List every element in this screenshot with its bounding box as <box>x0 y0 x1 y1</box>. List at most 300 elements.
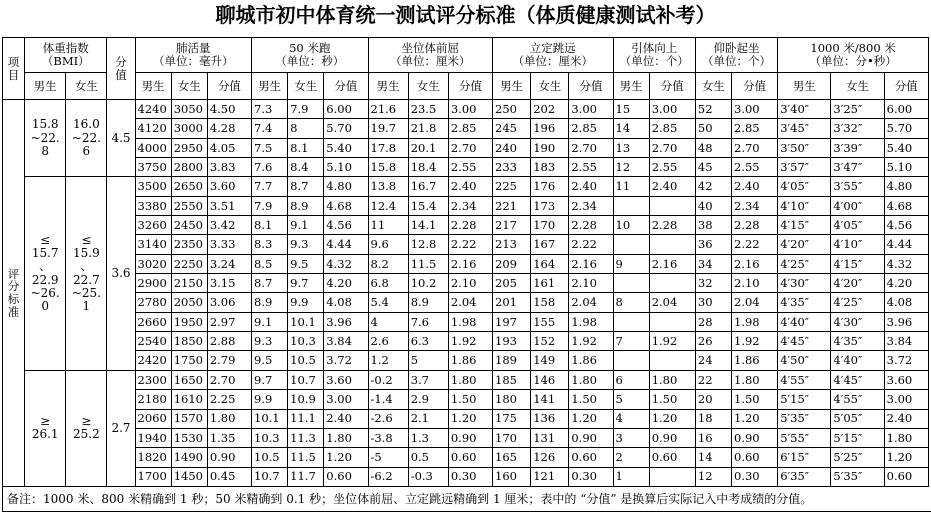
jump-female-header: 女生 <box>531 73 569 100</box>
table-row <box>3 351 929 370</box>
run50-male-cell: 7.3 <box>252 100 288 119</box>
vital-female-cell: 1750 <box>171 351 207 370</box>
situp-score-cell: 0.90 <box>732 428 778 447</box>
jump-score-cell: 1.20 <box>569 409 613 428</box>
sitreach-male-cell: -2.6 <box>368 409 408 428</box>
run800-female-cell: 4′05″ <box>831 216 884 235</box>
run-score-cell: 1.80 <box>884 428 928 447</box>
pullup-male-cell: 2 <box>613 448 649 467</box>
situp-female-cell: 52 <box>695 100 731 119</box>
situp-female-cell: 24 <box>695 351 731 370</box>
run-score-cell: 5.70 <box>884 119 928 138</box>
situp-female-cell: 22 <box>695 370 731 389</box>
run-score-cell: 3.96 <box>884 312 928 331</box>
jump-male-cell: 165 <box>493 448 531 467</box>
jump-male-cell: 189 <box>493 351 531 370</box>
run-score-cell: 3.60 <box>884 370 928 389</box>
jump-male-cell: 209 <box>493 254 531 273</box>
sitreach-score-cell: 2.28 <box>448 216 492 235</box>
pullup-male-cell: 7 <box>613 332 649 351</box>
jump-score-cell: 1.80 <box>569 370 613 389</box>
jump-score-cell: 1.50 <box>569 390 613 409</box>
run50-male-cell: 7.7 <box>252 177 288 196</box>
run800-female-cell: 3′39″ <box>831 138 884 157</box>
sitreach-score-cell: 1.80 <box>448 370 492 389</box>
pullup-male-cell: 10 <box>613 216 649 235</box>
run50-female-cell: 11.1 <box>288 409 324 428</box>
run50-female-cell: 11.7 <box>288 467 324 486</box>
sitreach-male-cell: -6.2 <box>368 467 408 486</box>
run50-score-cell: 0.60 <box>324 467 368 486</box>
run50-male-cell: 10.7 <box>252 467 288 486</box>
run50-female-cell: 11.3 <box>288 428 324 447</box>
vital-score-cell: 3.24 <box>207 254 251 273</box>
run800-female-cell: 4′35″ <box>831 332 884 351</box>
pullup-male-cell: 4 <box>613 409 649 428</box>
situp-female-cell: 20 <box>695 390 731 409</box>
run50-male-cell: 8.5 <box>252 254 288 273</box>
run-score-cell: 4.20 <box>884 274 928 293</box>
situp-female-cell: 26 <box>695 332 731 351</box>
vital-male-cell: 2060 <box>135 409 171 428</box>
run-score-cell: 1.20 <box>884 448 928 467</box>
sitreach-score-cell: 1.98 <box>448 312 492 331</box>
sitreach-female-cell: 20.1 <box>408 138 448 157</box>
pullup-male-cell: 11 <box>613 177 649 196</box>
bmi-female-range: ≤ 15.9 、 22.7 ~25. 1 <box>66 177 107 370</box>
sitreach-female-cell: 3.7 <box>408 370 448 389</box>
vital-score-cell: 0.45 <box>207 467 251 486</box>
run50-score-cell: 1.20 <box>324 448 368 467</box>
vital-female-cell: 2450 <box>171 216 207 235</box>
sitreach-female-cell: 7.6 <box>408 312 448 331</box>
situp-score-cell: 2.22 <box>732 235 778 254</box>
run1000-male-header: 男生 <box>778 73 831 100</box>
run50-female-cell: 10.7 <box>288 370 324 389</box>
jump-score-cell: 2.22 <box>569 235 613 254</box>
pullup-score-cell: 1.20 <box>649 409 695 428</box>
table-row <box>3 332 929 351</box>
vital-male-cell: 2180 <box>135 390 171 409</box>
situp-female-cell: 40 <box>695 196 731 215</box>
run50-female-cell: 8.7 <box>288 177 324 196</box>
jump-score-cell: 1.92 <box>569 332 613 351</box>
vital-female-cell: 2800 <box>171 158 207 177</box>
run1000-male-cell: 4′50″ <box>778 351 831 370</box>
sitreach-score-cell: 2.16 <box>448 254 492 273</box>
vital-male-cell: 2540 <box>135 332 171 351</box>
situp-score-cell: 2.40 <box>732 177 778 196</box>
run1000-male-cell: 5′35″ <box>778 409 831 428</box>
jump-female-cell: 136 <box>531 409 569 428</box>
vital-female-cell: 2250 <box>171 254 207 273</box>
run50-female-cell: 9.7 <box>288 274 324 293</box>
pullup-male-cell: 1 <box>613 467 649 486</box>
sitreach-male-cell: 6.8 <box>368 274 408 293</box>
run800-female-cell: 5′05″ <box>831 409 884 428</box>
vital-score-cell: 2.70 <box>207 370 251 389</box>
vital-male-cell: 2780 <box>135 293 171 312</box>
run50-female-cell: 9.5 <box>288 254 324 273</box>
jump-score-cell: 2.16 <box>569 254 613 273</box>
jump-score-cell: 0.60 <box>569 448 613 467</box>
vital-score-cell: 3.42 <box>207 216 251 235</box>
vital-female-cell: 1570 <box>171 409 207 428</box>
sitreach-male-cell: 2.6 <box>368 332 408 351</box>
run50-score-cell: 4.68 <box>324 196 368 215</box>
jump-female-cell: 121 <box>531 467 569 486</box>
situp-female-cell: 45 <box>695 158 731 177</box>
sitreach-score-cell: 1.50 <box>448 390 492 409</box>
run50-female-cell: 8.4 <box>288 158 324 177</box>
situp-score-cell: 2.34 <box>732 196 778 215</box>
run50-score-cell: 6.00 <box>324 100 368 119</box>
jump-male-cell: 240 <box>493 138 531 157</box>
situp-score-cell: 2.85 <box>732 119 778 138</box>
sitreach-score-cell: 2.85 <box>448 119 492 138</box>
run50-female-cell: 9.3 <box>288 235 324 254</box>
jump-female-cell: 190 <box>531 138 569 157</box>
run50-score-cell: 3.72 <box>324 351 368 370</box>
situp-score-cell: 3.00 <box>732 100 778 119</box>
sitreach-male-cell: 17.8 <box>368 138 408 157</box>
table-row <box>3 409 929 428</box>
bmi-male-range: ≥ 26.1 <box>25 370 66 486</box>
run-score-cell: 3.00 <box>884 390 928 409</box>
vital-score-cell: 3.33 <box>207 235 251 254</box>
sitreach-female-cell: 0.5 <box>408 448 448 467</box>
vital-male-cell: 1700 <box>135 467 171 486</box>
vital-male-cell: 3750 <box>135 158 171 177</box>
run50-male-cell: 10.1 <box>252 409 288 428</box>
pullup-score-cell: 0.60 <box>649 448 695 467</box>
sitreach-male-cell: 19.7 <box>368 119 408 138</box>
run50-score-cell: 4.44 <box>324 235 368 254</box>
run1000-male-cell: 6′35″ <box>778 467 831 486</box>
run-score-cell: 3.72 <box>884 351 928 370</box>
sitreach-male-header: 男生 <box>368 73 408 100</box>
situp-female-cell: 14 <box>695 448 731 467</box>
situp-score-cell: 2.55 <box>732 158 778 177</box>
jump-score-cell: 3.00 <box>569 100 613 119</box>
sitreach-female-header: 女生 <box>408 73 448 100</box>
jump-score-cell: 1.98 <box>569 312 613 331</box>
run50-male-cell: 8.9 <box>252 293 288 312</box>
run50-female-cell: 9.9 <box>288 293 324 312</box>
run50-male-cell: 8.3 <box>252 235 288 254</box>
run50-score-cell: 4.32 <box>324 254 368 273</box>
sit-and-reach-header: 坐位体前屈 （单位：厘米） <box>368 38 493 73</box>
page-title: 聊城市初中体育统一测试评分标准（体质健康测试补考） <box>215 3 716 27</box>
situp-female-cell: 48 <box>695 138 731 157</box>
run1000-male-cell: 4′20″ <box>778 235 831 254</box>
table-row <box>3 119 929 138</box>
vital-score-cell: 0.90 <box>207 448 251 467</box>
bmi-header: 体重指数（BMI） <box>25 38 107 73</box>
jump-female-cell: 196 <box>531 119 569 138</box>
vital-score-cell: 1.35 <box>207 428 251 447</box>
jump-score-cell: 0.30 <box>569 467 613 486</box>
run50-score-cell: 4.20 <box>324 274 368 293</box>
item-header: 项目 <box>3 38 25 100</box>
run-score-cell: 4.56 <box>884 216 928 235</box>
run50-score-cell: 4.56 <box>324 216 368 235</box>
run-score-cell: 0.60 <box>884 467 928 486</box>
vital-score-cell: 4.28 <box>207 119 251 138</box>
situp-score-cell: 1.98 <box>732 312 778 331</box>
run50-female-cell: 10.1 <box>288 312 324 331</box>
vital-male-cell: 3020 <box>135 254 171 273</box>
table-row <box>3 274 929 293</box>
vital-female-cell: 1650 <box>171 370 207 389</box>
sitreach-score-cell: 3.00 <box>448 100 492 119</box>
run50-score-cell: 3.60 <box>324 370 368 389</box>
jump-male-cell: 193 <box>493 332 531 351</box>
sitreach-female-cell: 21.8 <box>408 119 448 138</box>
run50-male-cell: 8.7 <box>252 274 288 293</box>
score-rows <box>3 100 929 487</box>
run50-score-cell: 5.10 <box>324 158 368 177</box>
run-50m-header: 50 米跑 （单位：秒） <box>252 38 369 73</box>
pullup-male-cell: 14 <box>613 119 649 138</box>
vital-score-cell: 2.25 <box>207 390 251 409</box>
vital-female-cell: 1610 <box>171 390 207 409</box>
sitreach-score-cell: 1.86 <box>448 351 492 370</box>
run800-female-cell: 4′00″ <box>831 196 884 215</box>
run50-score-cell: 5.70 <box>324 119 368 138</box>
run1000-male-cell: 5′15″ <box>778 390 831 409</box>
situp-female-cell: 30 <box>695 293 731 312</box>
sitreach-male-cell: 11 <box>368 216 408 235</box>
jump-male-cell: 197 <box>493 312 531 331</box>
sitreach-male-cell: 9.6 <box>368 235 408 254</box>
run50-male-cell: 10.3 <box>252 428 288 447</box>
table-row <box>3 467 929 486</box>
jump-female-cell: 161 <box>531 274 569 293</box>
jump-male-header: 男生 <box>493 73 531 100</box>
vital-female-cell: 1530 <box>171 428 207 447</box>
table-row <box>3 390 929 409</box>
sitreach-score-cell: 0.30 <box>448 467 492 486</box>
run50-female-header: 女生 <box>288 73 324 100</box>
run50-female-cell: 11.5 <box>288 448 324 467</box>
run50-score-cell: 3.96 <box>324 312 368 331</box>
sitreach-female-cell: 16.7 <box>408 177 448 196</box>
jump-score-cell: 2.85 <box>569 119 613 138</box>
sitreach-female-cell: 6.3 <box>408 332 448 351</box>
run1000-male-cell: 3′50″ <box>778 138 831 157</box>
run50-male-cell: 9.3 <box>252 332 288 351</box>
pullup-score-cell: 2.85 <box>649 119 695 138</box>
sitreach-score-cell: 0.90 <box>448 428 492 447</box>
run50-score-cell: 4.80 <box>324 177 368 196</box>
pullup-male-cell <box>613 351 649 370</box>
sitreach-score-header: 分值 <box>448 73 492 100</box>
standing-jump-header: 立定跳远 （单位：厘米） <box>493 38 614 73</box>
situp-female-cell: 34 <box>695 254 731 273</box>
sitreach-female-cell: 2.1 <box>408 409 448 428</box>
jump-male-cell: 185 <box>493 370 531 389</box>
run50-female-cell: 7.9 <box>288 100 324 119</box>
situp-female-cell: 16 <box>695 428 731 447</box>
pullup-male-cell <box>613 274 649 293</box>
jump-male-cell: 245 <box>493 119 531 138</box>
run1000-male-cell: 4′35″ <box>778 293 831 312</box>
pullup-male-cell: 3 <box>613 428 649 447</box>
run1000-male-cell: 4′40″ <box>778 312 831 331</box>
pull-up-header: 引体向上 （单位：个） <box>613 38 695 73</box>
situp-female-cell: 32 <box>695 274 731 293</box>
vital-score-cell: 4.50 <box>207 100 251 119</box>
run50-female-cell: 8.9 <box>288 196 324 215</box>
jump-male-cell: 170 <box>493 428 531 447</box>
run1000-male-cell: 4′55″ <box>778 370 831 389</box>
table-row <box>3 216 929 235</box>
pullup-male-cell: 12 <box>613 158 649 177</box>
situp-female-cell: 50 <box>695 119 731 138</box>
vital-female-cell: 1950 <box>171 312 207 331</box>
situp-female-cell: 42 <box>695 177 731 196</box>
situp-score-cell: 1.92 <box>732 332 778 351</box>
jump-male-cell: 180 <box>493 390 531 409</box>
run-score-cell: 6.00 <box>884 100 928 119</box>
bmi-male-header: 男生 <box>25 73 66 100</box>
run1000-male-cell: 4′30″ <box>778 274 831 293</box>
vital-male-cell: 2660 <box>135 312 171 331</box>
vital-male-cell: 3380 <box>135 196 171 215</box>
vital-female-cell: 2550 <box>171 196 207 215</box>
sitreach-female-cell: 18.4 <box>408 158 448 177</box>
run1000-male-cell: 5′55″ <box>778 428 831 447</box>
run-score-cell: 4.44 <box>884 235 928 254</box>
bmi-score-range: 4.5 <box>107 100 135 177</box>
situp-score-header: 分值 <box>732 73 778 100</box>
run50-score-cell: 4.08 <box>324 293 368 312</box>
sitreach-female-cell: 5 <box>408 351 448 370</box>
jump-female-cell: 158 <box>531 293 569 312</box>
run50-score-cell: 5.40 <box>324 138 368 157</box>
pullup-score-cell: 2.40 <box>649 177 695 196</box>
run800-female-cell: 3′25″ <box>831 100 884 119</box>
sitreach-score-cell: 2.40 <box>448 177 492 196</box>
run-score-cell: 4.32 <box>884 254 928 273</box>
header-row-2 <box>3 73 929 100</box>
run800-female-cell: 4′55″ <box>831 390 884 409</box>
pullup-score-cell: 1.80 <box>649 370 695 389</box>
situp-female-cell: 28 <box>695 312 731 331</box>
run800-female-cell: 4′15″ <box>831 254 884 273</box>
run800-female-cell: 3′47″ <box>831 158 884 177</box>
pullup-score-cell: 2.04 <box>649 293 695 312</box>
vital-female-cell: 1450 <box>171 467 207 486</box>
run800-female-header: 女生 <box>831 73 884 100</box>
vital-male-cell: 3260 <box>135 216 171 235</box>
run50-male-cell: 7.4 <box>252 119 288 138</box>
vital-female-cell: 2650 <box>171 177 207 196</box>
bmi-female-range: ≥ 25.2 <box>66 370 107 486</box>
bmi-female-header: 女生 <box>66 73 107 100</box>
vital-male-cell: 2900 <box>135 274 171 293</box>
pullup-male-cell: 5 <box>613 390 649 409</box>
run50-male-cell: 9.9 <box>252 390 288 409</box>
run50-male-cell: 7.9 <box>252 196 288 215</box>
run50-score-cell: 2.40 <box>324 409 368 428</box>
bmi-female-range: 16.0 ~22. 6 <box>66 100 107 177</box>
situp-score-cell: 2.16 <box>732 254 778 273</box>
jump-male-cell: 217 <box>493 216 531 235</box>
run50-male-cell: 7.6 <box>252 158 288 177</box>
situp-score-cell: 2.10 <box>732 274 778 293</box>
vital-score-cell: 2.79 <box>207 351 251 370</box>
pullup-score-cell <box>649 235 695 254</box>
vital-male-cell: 4000 <box>135 138 171 157</box>
table-row <box>3 177 929 196</box>
run50-score-cell: 3.00 <box>324 390 368 409</box>
sitreach-female-cell: 1.3 <box>408 428 448 447</box>
pullup-score-cell: 2.16 <box>649 254 695 273</box>
run1000-male-cell: 6′15″ <box>778 448 831 467</box>
sitreach-female-cell: 8.9 <box>408 293 448 312</box>
jump-female-cell: 155 <box>531 312 569 331</box>
situp-score-cell: 1.86 <box>732 351 778 370</box>
run50-male-cell: 9.5 <box>252 351 288 370</box>
run-score-cell: 4.68 <box>884 196 928 215</box>
situp-score-cell: 2.04 <box>732 293 778 312</box>
sitreach-score-cell: 0.60 <box>448 448 492 467</box>
sitreach-male-cell: 21.6 <box>368 100 408 119</box>
situp-female-header: 女生 <box>695 73 731 100</box>
jump-female-cell: 183 <box>531 158 569 177</box>
run-score-cell: 3.84 <box>884 332 928 351</box>
run-score-cell: 2.40 <box>884 409 928 428</box>
run50-score-cell: 1.80 <box>324 428 368 447</box>
jump-score-cell: 2.10 <box>569 274 613 293</box>
run50-female-cell: 10.5 <box>288 351 324 370</box>
jump-female-cell: 152 <box>531 332 569 351</box>
run50-male-cell: 7.5 <box>252 138 288 157</box>
table-row <box>3 293 929 312</box>
sitreach-female-cell: 10.2 <box>408 274 448 293</box>
run1000-male-cell: 4′25″ <box>778 254 831 273</box>
score-standard-table <box>2 37 929 487</box>
table-row <box>3 235 929 254</box>
jump-male-cell: 221 <box>493 196 531 215</box>
run800-female-cell: 4′45″ <box>831 370 884 389</box>
bmi-score-header: 分 值 <box>107 38 135 100</box>
sitreach-male-cell: -0.2 <box>368 370 408 389</box>
table-row <box>3 158 929 177</box>
vital-female-cell: 2150 <box>171 274 207 293</box>
situp-score-cell: 2.28 <box>732 216 778 235</box>
jump-male-cell: 205 <box>493 274 531 293</box>
run50-male-cell: 9.7 <box>252 370 288 389</box>
run50-score-header: 分值 <box>324 73 368 100</box>
vital-score-cell: 4.05 <box>207 138 251 157</box>
run-score-cell: 4.80 <box>884 177 928 196</box>
run1000-male-cell: 3′57″ <box>778 158 831 177</box>
table-row <box>3 138 929 157</box>
run1000-male-cell: 4′10″ <box>778 196 831 215</box>
sitreach-score-cell: 2.34 <box>448 196 492 215</box>
pullup-score-cell: 2.28 <box>649 216 695 235</box>
jump-score-cell: 2.40 <box>569 177 613 196</box>
sitreach-female-cell: 23.5 <box>408 100 448 119</box>
table-row <box>3 448 929 467</box>
bmi-male-range: 15.8 ~22. 8 <box>25 100 66 177</box>
jump-male-cell: 160 <box>493 467 531 486</box>
bmi-score-range: 2.7 <box>107 370 135 486</box>
run800-female-cell: 4′20″ <box>831 274 884 293</box>
